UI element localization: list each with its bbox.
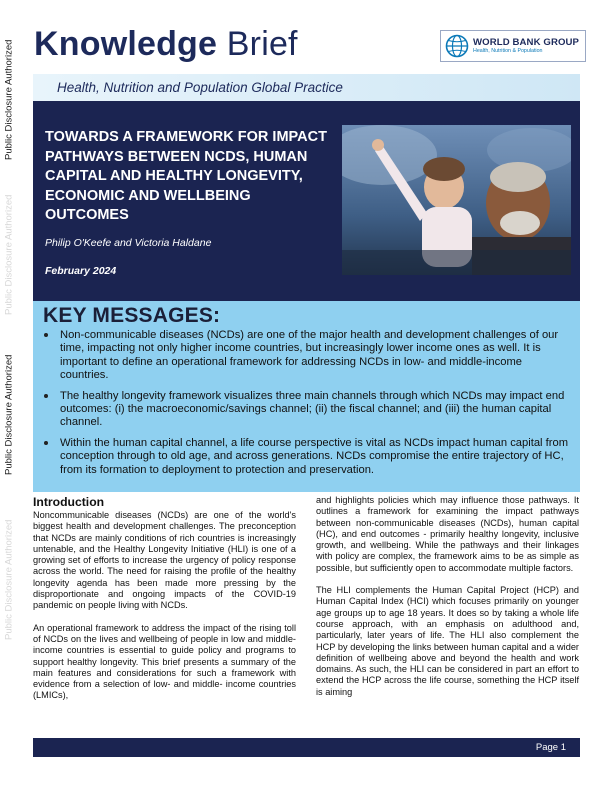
body-paragraph: The HLI complements the Human Capital Project (HCP) and Human Capital Index (HCI) which focuses primarily on younger age groups up to age 18 years. It does so by taking a whole life course approach, with an emphasis on adulthood and, particularly, later years of life. The HLI also complement the HCP by developing the links between human capital and a wider definition of wellbeing above and beyond the health and work domains. As such, the HLI can be considered in part an effort to extend the HCP across the life course, something the HCP itself is aiming xyxy=(316,585,579,697)
key-messages-box xyxy=(33,301,580,492)
logo-subtitle: Health, Nutrition & Population xyxy=(473,48,543,55)
world-bank-logo xyxy=(440,30,586,62)
page-number: Page 1 xyxy=(535,742,566,753)
key-message-item: Non-communicable diseases (NCDs) are one of the major health and development challenges of our time, impacting not only higher income countries, but increasingly lower income ones as well. It is important to define an operational framework for addressing NCDs in low- and middle-income countries. xyxy=(41,329,571,383)
body-paragraph: and highlights policies which may influence those pathways. It outlines a framework for examining the impact pathways between non-communicable diseases (NCDs), human capital (HC), and end outcomes - primarily healthy longevity, inclusive growth, and wellbeing. While the pathways and their linkages with policy are complex, the framework aims to be as simple as possible, but sufficiently open to accommodate multiple factors. xyxy=(316,495,579,573)
key-message-item: The healthy longevity framework visualizes three main channels through which NCDs may impact end outcomes: (i) the macroeconomic/savings channel; (ii) the fiscal channel; and (iii) the human capital channel. xyxy=(41,390,571,430)
section-heading: Introduction xyxy=(33,495,105,509)
key-messages-title: KEY MESSAGES: xyxy=(43,304,221,327)
cover-photo xyxy=(342,125,571,275)
page-footer xyxy=(33,738,580,757)
title-bold: Knowledge xyxy=(34,25,218,63)
brief-title: TOWARDS A FRAMEWORK FOR IMPACT PATHWAYS BETWEEN NCDS, HUMAN CAPITAL AND HEALTHY LONGEVITY, ECONOMIC AND WELLBEING OUTCOMES xyxy=(45,129,327,223)
logo-name: WORLD BANK GROUP xyxy=(473,36,580,48)
body-paragraph: An operational framework to address the impact of the rising toll of NCDs on the lives and wellbeing of people in low and middle-income countries is essential to guide policy and programs to support healthy longevity. This brief presents a summary of the main features and considerations for such a framework with evidence from a selection of low- and middle- income countries (LMICs), xyxy=(33,622,296,701)
disclosure-label: Public Disclosure Authorized xyxy=(3,39,15,161)
practice-label: Health, Nutrition and Population Global Practice xyxy=(57,80,343,95)
bullet-icon xyxy=(44,394,48,398)
disclosure-label: Public Disclosure Authorized xyxy=(3,194,15,316)
hero-panel xyxy=(33,101,580,301)
bullet-icon xyxy=(44,441,48,445)
disclosure-label: Public Disclosure Authorized xyxy=(3,519,15,641)
body-column-right xyxy=(316,495,579,709)
key-messages-list xyxy=(41,329,571,484)
body-paragraph: Noncommunicable diseases (NCDs) are one of the world's biggest health and development challenges. The preconception that NCDs are mainly conditions of rich countries is increasingly untenable, and the Healthy Longevity Initiative (HLI) is one of a growing set of efforts to increase the urgency of policy response across the world. The need for raising the profile of the healthy longevity agenda has been made more pressing by the disproportionate and ongoing impacts of the COVID-19 pandemic on people living with NCDs. xyxy=(33,510,296,611)
bullet-icon xyxy=(44,333,48,337)
authors: Philip O'Keefe and Victoria Haldane xyxy=(45,237,212,249)
practice-banner xyxy=(33,74,580,101)
disclosure-label: Public Disclosure Authorized xyxy=(3,354,15,476)
title-light: Brief xyxy=(226,25,298,63)
globe-icon xyxy=(445,34,469,58)
document-title xyxy=(34,25,298,64)
key-message-item: Within the human capital channel, a life course perspective is vital as NCDs impact human capital from conception through to old age, and across generations. NCDs compromise the entire trajectory of HC, from its formation to deployment to protection and preservation. xyxy=(41,437,571,477)
body-column-left xyxy=(33,495,296,713)
publication-date: February 2024 xyxy=(45,265,117,277)
grandfather-child-photo xyxy=(342,125,571,275)
